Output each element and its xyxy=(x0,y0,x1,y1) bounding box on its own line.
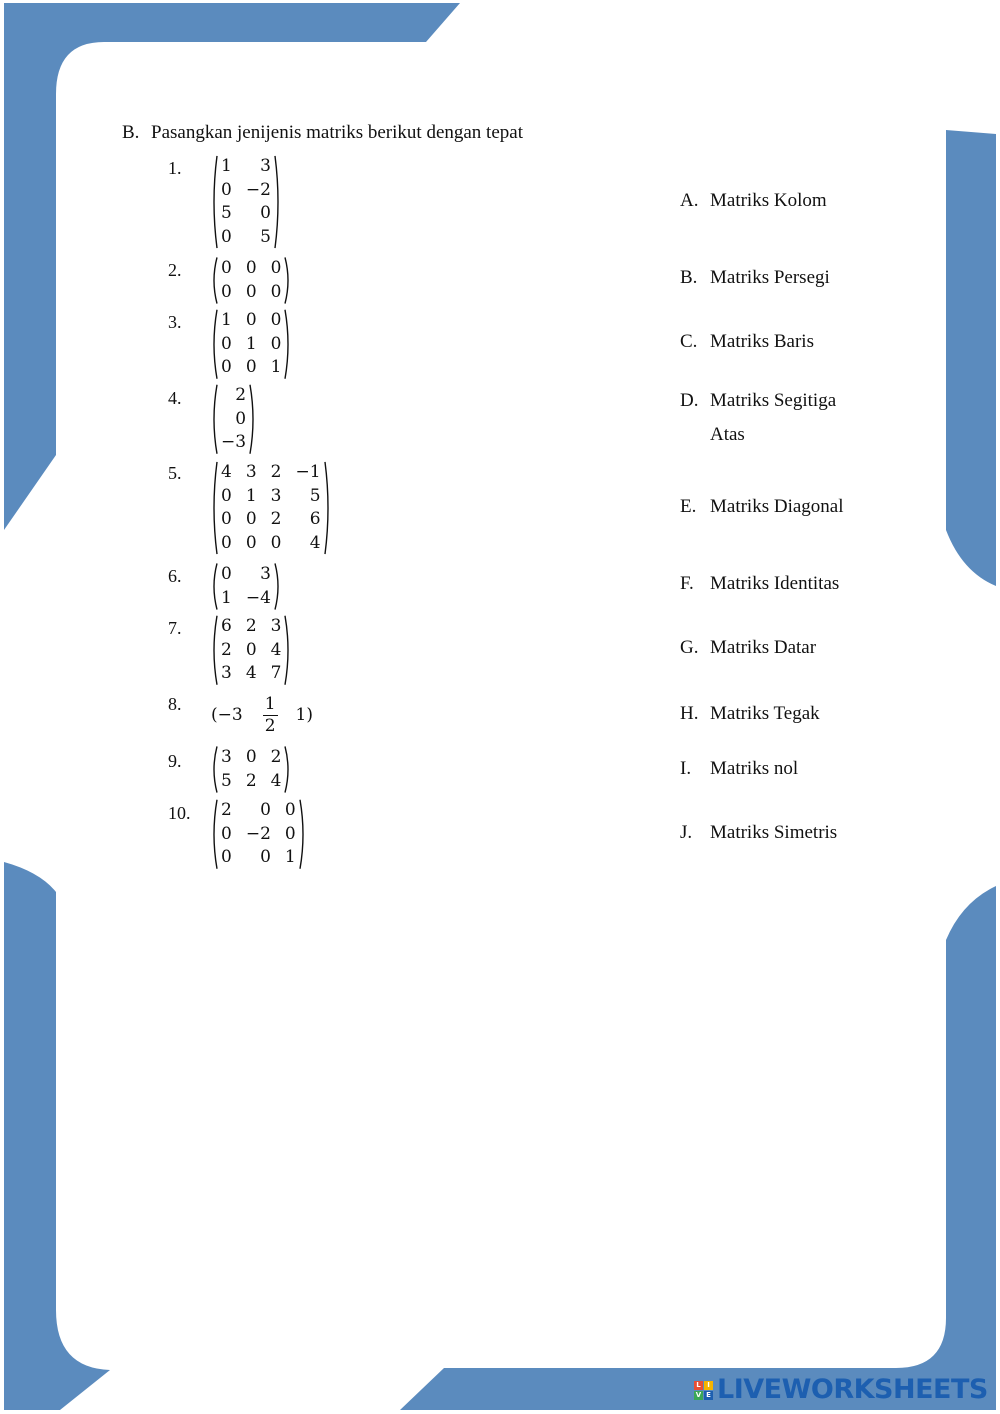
matrix-entry: 0 xyxy=(245,281,257,302)
matrix-question-6 xyxy=(210,563,282,610)
row-entry: −3 xyxy=(217,705,243,725)
option-text: Matriks Kolom xyxy=(710,190,827,211)
matrix-entry: 3 xyxy=(270,485,282,506)
matrix-question-8 xyxy=(211,690,313,740)
matrix-entry: 2 xyxy=(235,385,247,406)
matrix-entry: 1 xyxy=(270,357,282,378)
option-label: H. xyxy=(680,703,699,724)
matrix-question-4 xyxy=(210,384,257,455)
matrix-entries xyxy=(218,384,249,455)
option-text: Matriks Simetris xyxy=(710,822,838,843)
option-label: B. xyxy=(680,267,698,288)
matrix-entry: 0 xyxy=(260,847,271,868)
matrix-entry: 2 xyxy=(270,509,282,530)
matrix-entries xyxy=(218,155,274,249)
matrix-entry: 5 xyxy=(221,770,232,791)
matrix-entry: 1 xyxy=(245,485,257,506)
question-number: 5. xyxy=(168,463,182,483)
matrix-entry: 0 xyxy=(270,532,282,553)
fraction-numerator: 1 xyxy=(264,693,276,714)
matrix-entry: 2 xyxy=(221,800,232,821)
matrix-question-7 xyxy=(210,615,292,686)
matrix-entry: 0 xyxy=(260,800,271,821)
option-label: F. xyxy=(680,573,694,594)
option-text: Matriks Persegi xyxy=(710,267,830,288)
matrix-right-bracket xyxy=(249,384,257,455)
matrix-entry: 0 xyxy=(221,281,232,302)
matrix-entry: 2 xyxy=(221,639,232,660)
matrix-entry: 6 xyxy=(309,509,321,530)
option-label: A. xyxy=(680,190,699,211)
matrix-entry: 0 xyxy=(221,357,232,378)
logo-mark-letter: L xyxy=(694,1381,703,1390)
matrix-entry: 0 xyxy=(245,509,257,530)
matrix-entries xyxy=(218,257,284,304)
row-open-paren: ( xyxy=(211,705,218,725)
matrix-entry: 0 xyxy=(284,823,296,844)
matrix-question-10 xyxy=(210,799,307,870)
matrix-entries xyxy=(218,563,274,610)
matrix-entry: 3 xyxy=(245,462,257,483)
question-number: 9. xyxy=(168,751,182,771)
matrix-entry: 3 xyxy=(221,747,232,768)
question-number: 7. xyxy=(168,618,182,638)
matrix-entry: 0 xyxy=(245,258,257,279)
matrix-entry: −4 xyxy=(245,587,271,608)
option-d xyxy=(680,384,836,452)
option-g xyxy=(680,631,816,665)
matrix-entries xyxy=(218,309,284,380)
matrix-entry: 0 xyxy=(221,823,232,844)
matrix-right-bracket xyxy=(274,155,282,249)
matrix-left-bracket xyxy=(210,155,218,249)
matrix-left-bracket xyxy=(210,384,218,455)
question-number: 2. xyxy=(168,260,182,280)
matrix-right-bracket xyxy=(284,615,292,686)
matrix-entry: 0 xyxy=(245,639,257,660)
matrix-question-9 xyxy=(210,746,292,793)
matrix-question-3 xyxy=(210,309,292,380)
fraction xyxy=(263,694,278,737)
matrix-entry: −2 xyxy=(245,179,271,200)
matrix-entry: 3 xyxy=(270,616,282,637)
frame-bottom-right-shape xyxy=(400,886,996,1410)
option-b xyxy=(680,261,830,295)
option-text-continuation: Atas xyxy=(710,424,745,445)
matrix-entry: 2 xyxy=(245,616,257,637)
liveworksheets-logo xyxy=(694,1374,988,1406)
option-label: I. xyxy=(680,758,692,779)
matrix-entry: 0 xyxy=(270,281,282,302)
matrix-entry: 4 xyxy=(309,532,321,553)
option-i xyxy=(680,752,798,786)
question-number: 8. xyxy=(168,694,182,714)
matrix-entry: 0 xyxy=(245,310,257,331)
option-label: E. xyxy=(680,496,697,517)
matrix-entry: 2 xyxy=(245,770,257,791)
matrix-entry: 6 xyxy=(221,616,232,637)
matrix-entry: 0 xyxy=(270,310,282,331)
instruction-label: B. xyxy=(122,122,140,143)
option-e xyxy=(680,490,844,524)
fraction-denominator: 2 xyxy=(264,715,276,736)
matrix-entry: 5 xyxy=(221,203,232,224)
question-number: 3. xyxy=(168,312,182,332)
matrix-entry: 1 xyxy=(221,310,232,331)
matrix-entries xyxy=(218,799,299,870)
matrix-entry: 0 xyxy=(221,509,232,530)
matrix-entry: 0 xyxy=(221,258,232,279)
matrix-question-2 xyxy=(210,257,292,304)
matrix-left-bracket xyxy=(210,615,218,686)
option-text: Matriks Identitas xyxy=(710,573,840,594)
matrix-entry: 0 xyxy=(221,847,232,868)
matrix-question-1 xyxy=(210,155,282,249)
matrix-entry: −1 xyxy=(295,462,321,483)
question-number: 6. xyxy=(168,566,182,586)
matrix-left-bracket xyxy=(210,257,218,304)
instruction-heading xyxy=(122,120,523,146)
option-h xyxy=(680,697,820,731)
matrix-entry: 3 xyxy=(260,156,271,177)
matrix-left-bracket xyxy=(210,461,218,555)
matrix-entry: 5 xyxy=(309,485,321,506)
matrix-entry: 1 xyxy=(221,587,232,608)
matrix-entry: −2 xyxy=(245,823,271,844)
matrix-entry: 0 xyxy=(221,333,232,354)
matrix-left-bracket xyxy=(210,799,218,870)
matrix-entry: 0 xyxy=(260,203,271,224)
matrix-entry: 2 xyxy=(270,462,282,483)
matrix-entry: 0 xyxy=(221,226,232,247)
matrix-entries xyxy=(218,746,284,793)
matrix-entries xyxy=(218,461,324,555)
matrix-entry: 0 xyxy=(245,532,257,553)
matrix-right-bracket xyxy=(324,461,332,555)
option-a xyxy=(680,184,827,218)
question-number: 10. xyxy=(168,803,191,823)
matrix-left-bracket xyxy=(210,746,218,793)
matrix-entry: 0 xyxy=(245,747,257,768)
matrix-entry: 4 xyxy=(245,663,257,684)
option-text: Matriks nol xyxy=(710,758,799,779)
matrix-entry: 7 xyxy=(270,663,282,684)
matrix-entry: 0 xyxy=(270,333,282,354)
matrix-right-bracket xyxy=(299,799,307,870)
option-label: D. xyxy=(680,390,699,411)
matrix-entry: 0 xyxy=(221,179,232,200)
row-close-paren: ) xyxy=(306,705,313,725)
matrix-entry: 3 xyxy=(260,564,271,585)
frame-right-upper-shape xyxy=(946,130,996,586)
matrix-entry: 1 xyxy=(221,156,232,177)
matrix-right-bracket xyxy=(284,746,292,793)
matrix-entry: 3 xyxy=(221,663,232,684)
option-f xyxy=(680,567,839,601)
option-label: C. xyxy=(680,331,698,352)
matrix-entry: 0 xyxy=(221,532,232,553)
matrix-right-bracket xyxy=(284,309,292,380)
logo-mark-icon xyxy=(694,1381,713,1400)
option-text: Matriks Tegak xyxy=(710,703,820,724)
logo-mark-letter: E xyxy=(704,1391,713,1400)
matrix-entry: 0 xyxy=(245,357,257,378)
matrix-entry: 1 xyxy=(284,847,296,868)
option-text: Matriks Diagonal xyxy=(710,496,844,517)
matrix-entry: 0 xyxy=(270,258,282,279)
matrix-entry: 0 xyxy=(221,485,232,506)
matrix-entry: 2 xyxy=(270,747,282,768)
question-number: 1. xyxy=(168,158,182,178)
matrix-right-bracket xyxy=(274,563,282,610)
matrix-right-bracket xyxy=(284,257,292,304)
matrix-entry: 0 xyxy=(284,800,296,821)
matrix-entries xyxy=(218,615,284,686)
option-label: J. xyxy=(680,822,693,843)
option-c xyxy=(680,325,814,359)
matrix-left-bracket xyxy=(210,309,218,380)
logo-mark-letter: V xyxy=(695,1390,702,1399)
matrix-entry: 5 xyxy=(260,226,271,247)
matrix-question-5 xyxy=(210,461,332,555)
option-j xyxy=(680,816,837,850)
matrix-left-bracket xyxy=(210,563,218,610)
instruction-text: Pasangkan jenijenis matriks berikut dengan tepat xyxy=(151,122,523,143)
frame-left-lower-shape xyxy=(4,862,110,1410)
option-text: Matriks Datar xyxy=(710,637,817,658)
question-number: 4. xyxy=(168,388,182,408)
matrix-entry: 0 xyxy=(235,408,247,429)
matrix-entry: 4 xyxy=(270,770,282,791)
option-text: Matriks Baris xyxy=(710,331,814,352)
matrix-entry: 4 xyxy=(221,462,232,483)
option-text: Matriks Segitiga xyxy=(710,390,837,411)
matrix-entry: 4 xyxy=(270,639,282,660)
matrix-entry: 1 xyxy=(245,333,257,354)
logo-text: LIVEWORKSHEETS xyxy=(717,1374,988,1405)
option-label: G. xyxy=(680,637,699,658)
matrix-entry: −3 xyxy=(221,432,247,453)
logo-mark-letter: I xyxy=(704,1381,713,1390)
matrix-entry: 0 xyxy=(221,564,232,585)
row-entry: 1 xyxy=(295,705,307,725)
